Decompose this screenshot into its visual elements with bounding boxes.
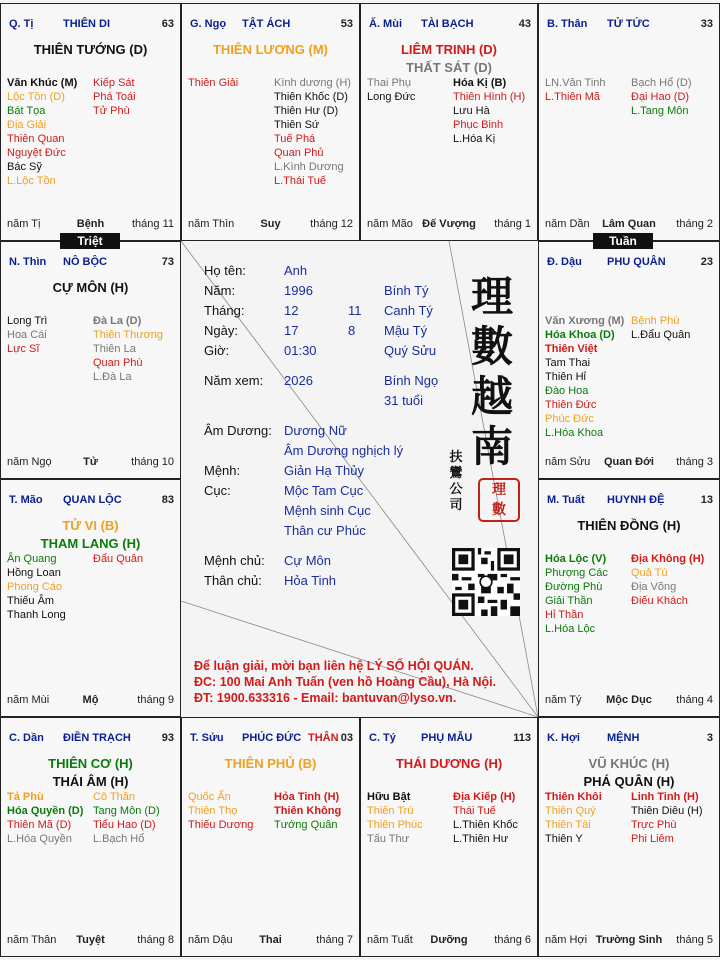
palace-name: MỆNH: [607, 732, 640, 744]
main-star: PHÁ QUÂN (H): [583, 774, 675, 789]
palace-stage: Mộ: [82, 694, 99, 706]
palace-stage: Quan Đới: [604, 456, 654, 468]
star-item: Địa Không (H): [631, 553, 705, 565]
star-item: L.Thiên Hư: [453, 833, 509, 845]
palace-stage: Tử: [83, 456, 98, 468]
star-item: Thiên Khôi: [545, 791, 602, 803]
star-item: Thiên Mã (D): [7, 819, 72, 831]
star-item: Hồng Loan: [7, 567, 61, 579]
palace-branch: N. Thìn: [9, 256, 47, 268]
palace-month: tháng 6: [494, 934, 531, 946]
star-item: Thiên Phúc: [367, 819, 423, 831]
minor-stars-left: [545, 552, 608, 636]
palace-branch: Q. Tị: [9, 18, 34, 30]
star-item: Kình dương (H): [274, 77, 351, 89]
palace-footer: [7, 934, 174, 948]
palace-month: tháng 4: [676, 694, 713, 706]
palace-stage: Trường Sinh: [595, 934, 663, 946]
palace-year: năm Thìn: [188, 218, 235, 230]
palace-name: TỬ TỨC: [607, 18, 650, 30]
minor-stars-left: [545, 314, 624, 440]
palace-month: tháng 3: [676, 456, 713, 468]
star-item: LN.Văn Tinh: [545, 77, 606, 89]
label-menh-chu: Mệnh chủ:: [204, 553, 265, 568]
minor-stars-left: [7, 314, 47, 356]
star-item: L.Hóa Kị: [453, 133, 496, 145]
palace-stage: Đế Vượng: [422, 218, 476, 230]
palace-month: tháng 5: [676, 934, 713, 946]
palace-stage: Mộc Dục: [606, 694, 652, 706]
palace-branch: K. Hợi: [547, 732, 580, 744]
star-item: Thai Phụ: [367, 77, 412, 89]
star-item: Kiếp Sát: [93, 77, 135, 89]
star-item: Lưu Hà: [453, 105, 490, 117]
minor-stars-right: [631, 314, 690, 342]
value-am-duong: Dương Nữ: [284, 423, 347, 438]
star-item: Nguyệt Đức: [7, 147, 66, 159]
palace-number: 83: [161, 494, 174, 506]
palace-footer: [188, 218, 353, 232]
star-item: Đà La (D): [93, 315, 142, 327]
star-item: Phi Liêm: [631, 833, 674, 845]
palace-extra-tag: THÂN: [308, 732, 339, 744]
value-than-chu: Hỏa Tinh: [284, 573, 337, 588]
main-star: CỰ MÔN (H): [52, 280, 129, 295]
star-item: Lộc Tồn (D): [7, 91, 65, 103]
palace-footer: [545, 218, 713, 232]
tuan-tag: Tuần: [593, 233, 653, 249]
star-item: L.Bạch Hổ: [93, 833, 145, 845]
side-char: 鸞: [449, 466, 463, 481]
star-item: Địa Kiếp (H): [453, 791, 516, 803]
star-item: Đường Phù: [545, 581, 603, 593]
palace-stage: Tuyệt: [76, 934, 105, 946]
value-menh: Giản Hạ Thủy: [284, 463, 364, 478]
star-item: Văn Khúc (M): [7, 77, 78, 89]
palace-year: năm Dần: [545, 218, 590, 230]
palace-cell-mui[interactable]: [360, 3, 538, 241]
calligraphy-char: 越: [470, 372, 513, 421]
value-am-duong-2: Âm Dương nghịch lý: [284, 443, 404, 458]
palace-month: tháng 11: [131, 218, 174, 230]
palace-footer: [7, 694, 174, 708]
main-star: LIÊM TRINH (D): [400, 42, 498, 57]
main-star: THÁI ÂM (H): [52, 774, 129, 789]
palace-cell-ngo[interactable]: [181, 3, 360, 241]
label-thang: Tháng:: [204, 303, 245, 318]
star-item: Hóa Kị (B): [453, 77, 507, 89]
seal-char: 數: [492, 502, 506, 518]
star-item: Trực Phù: [631, 819, 677, 831]
minor-stars-left: [367, 790, 423, 846]
palace-branch: Ấ. Mùi: [369, 18, 402, 30]
palace-footer: [367, 934, 531, 948]
palace-cell-dau[interactable]: [538, 241, 720, 479]
star-item: Thanh Long: [7, 609, 66, 621]
side-char: 扶: [449, 450, 463, 465]
palace-year: năm Mùi: [7, 694, 50, 706]
minor-stars-left: [7, 76, 77, 188]
palace-name: PHỤ MẪU: [421, 732, 473, 744]
palace-number: 93: [161, 732, 174, 744]
main-star: THIÊN PHỦ (B): [224, 756, 317, 771]
palace-stage: Thai: [259, 934, 282, 946]
label-menh: Mệnh:: [204, 463, 241, 478]
triet-tag: Triệt: [60, 233, 120, 249]
value-nam-can-chi: Bính Tý: [384, 283, 429, 298]
palace-month: tháng 12: [310, 218, 353, 230]
star-item: Quốc Ấn: [188, 791, 231, 803]
star-item: L.Tang Môn: [631, 105, 689, 117]
palace-branch: T. Mão: [9, 494, 43, 506]
palace-stage: Dưỡng: [430, 934, 468, 946]
palace-branch: M. Tuất: [547, 494, 585, 506]
palace-year: năm Tý: [545, 694, 582, 706]
minor-stars-right: [453, 790, 518, 846]
minor-stars-right: [93, 314, 163, 384]
palace-month: tháng 2: [676, 218, 713, 230]
palace-stage: Suy: [260, 218, 281, 230]
label-am-duong: Âm Dương:: [204, 423, 272, 438]
palace-cell-thin[interactable]: [0, 241, 181, 479]
star-item: Quan Phủ: [274, 147, 324, 159]
minor-stars-left: [188, 790, 253, 832]
main-star: TỬ VI (B): [62, 518, 119, 533]
minor-stars-right: [93, 790, 160, 846]
star-item: Thiên Không: [274, 805, 342, 817]
calligraphy-logo: [462, 272, 522, 472]
palace-name: HUYNH ĐỆ: [607, 494, 665, 506]
star-item: Hóa Lộc (V): [545, 553, 607, 565]
value-cuc: Mộc Tam Cục: [284, 483, 364, 498]
palace-name: THIÊN DI: [63, 18, 111, 30]
star-item: Hóa Quyền (D): [7, 805, 84, 817]
star-item: Hỏa Tinh (H): [274, 791, 340, 803]
star-item: Địa Võng: [631, 581, 677, 593]
value-ho-ten: Anh: [284, 263, 308, 278]
palace-number: 53: [340, 18, 353, 30]
palace-cell-ty[interactable]: [360, 717, 538, 957]
value-ngay-am: 8: [348, 323, 356, 338]
palace-number: 23: [700, 256, 713, 268]
star-item: L.Hóa Khoa: [545, 427, 604, 439]
palace-month: tháng 1: [494, 218, 531, 230]
palace-branch: Đ. Dậu: [547, 256, 582, 268]
star-item: Đào Hoa: [545, 385, 589, 397]
star-item: Thiên Hình (H): [453, 91, 526, 103]
value-gio-can-chi: Quý Sửu: [384, 343, 437, 358]
palace-branch: B. Thân: [547, 18, 588, 30]
palace-name: TẬT ÁCH: [242, 18, 291, 30]
star-item: Thái Tuế: [453, 805, 496, 817]
red-seal-stamp: [478, 478, 520, 522]
star-item: Tướng Quân: [274, 819, 338, 831]
star-item: Thiên Tài: [545, 819, 591, 831]
star-item: Tiểu Hao (D): [93, 819, 156, 831]
label-nam-xem: Năm xem:: [204, 373, 264, 388]
star-item: Long Đức: [367, 91, 416, 103]
star-item: Hỉ Thần: [545, 609, 584, 621]
palace-number: 33: [700, 18, 713, 30]
palace-cell-than[interactable]: [538, 3, 720, 241]
palace-number: 73: [161, 256, 174, 268]
side-char: 公: [449, 482, 463, 497]
minor-stars-left: [367, 76, 415, 104]
star-item: Phá Toái: [93, 91, 136, 103]
palace-cell-mao[interactable]: [0, 479, 181, 717]
palace-year: năm Thân: [7, 934, 57, 946]
value-ngay: 17: [284, 323, 299, 338]
calligraphy-char: 南: [470, 422, 513, 471]
star-item: Tả Phù: [7, 791, 44, 803]
star-item: Lực Sĩ: [7, 343, 40, 355]
palace-number: 3: [706, 732, 713, 744]
star-item: Phúc Đức: [545, 413, 594, 425]
star-item: Bạch Hổ (D): [631, 77, 692, 89]
star-item: Giải Thần: [545, 595, 593, 607]
main-star: THIÊN ĐỒNG (H): [577, 518, 681, 533]
palace-footer: [545, 694, 713, 708]
palace-cell-ti[interactable]: [0, 3, 181, 241]
star-item: Thiên Việt: [545, 343, 598, 355]
star-item: L.Thiên Khốc: [453, 819, 518, 831]
side-inscription: [446, 450, 466, 514]
star-item: Thiên Quan: [7, 133, 65, 145]
value-nam-xem: 2026: [284, 373, 313, 388]
minor-stars-right: [93, 76, 136, 118]
palace-year: năm Mão: [367, 218, 413, 230]
palace-number: 63: [161, 18, 174, 30]
palace-footer: [367, 218, 531, 232]
minor-stars-left: [545, 790, 602, 846]
label-gio: Giờ:: [204, 343, 230, 358]
star-item: Thiên Quý: [545, 805, 596, 817]
label-cuc: Cục:: [204, 483, 231, 498]
star-item: Tuế Phá: [274, 133, 316, 145]
palace-cell-suu[interactable]: [181, 717, 360, 957]
star-item: Thiên Sứ: [274, 119, 320, 131]
star-item: Bệnh Phù: [631, 315, 680, 327]
palace-branch: G. Ngọ: [190, 18, 227, 30]
star-item: Đại Hao (D): [631, 91, 690, 103]
star-item: Thiên Trù: [367, 805, 414, 817]
star-item: Cô Thần: [93, 791, 135, 803]
contact-line-2: ĐC: 100 Mai Anh Tuấn (ven hồ Hoàng Cầu), Hà Nội.: [194, 675, 497, 689]
palace-branch: C. Tý: [369, 732, 396, 744]
star-item: L.Hóa Quyền: [7, 833, 72, 845]
minor-stars-left: [188, 76, 238, 90]
palace-name: ĐIỀN TRẠCH: [63, 732, 131, 744]
star-item: Thiên Khốc (D): [274, 91, 348, 103]
palace-number: 13: [700, 494, 713, 506]
palace-month: tháng 10: [131, 456, 174, 468]
star-item: Thiên Đức: [545, 399, 597, 411]
value-thang: 12: [284, 303, 299, 318]
minor-stars-right: [93, 552, 143, 566]
palace-year: năm Tuất: [367, 934, 413, 946]
star-item: Quan Phù: [93, 357, 143, 369]
star-item: Phượng Các: [545, 567, 608, 579]
palace-cell-dan[interactable]: [0, 717, 181, 957]
star-item: Thiên Hư (D): [274, 105, 339, 117]
star-item: Thiên Diêu (H): [631, 805, 703, 817]
palace-footer: [188, 934, 353, 948]
qr-code-icon[interactable]: [452, 548, 520, 616]
star-item: Thiếu Âm: [7, 595, 55, 607]
calligraphy-char: 數: [470, 322, 513, 371]
palace-year: năm Hợi: [545, 934, 588, 946]
palace-month: tháng 8: [137, 934, 174, 946]
palace-name: PHU QUÂN: [607, 256, 666, 268]
palace-stage: Lâm Quan: [602, 218, 656, 230]
star-item: Địa Giải: [7, 119, 47, 131]
value-cuc-2: Mệnh sinh Cục: [284, 503, 371, 518]
palace-footer: [7, 456, 174, 470]
minor-stars-left: [7, 552, 66, 622]
star-item: Tử Phù: [93, 105, 130, 117]
value-nam: 1996: [284, 283, 313, 298]
star-item: Bác Sỹ: [7, 161, 42, 173]
main-star: THIÊN CƠ (H): [48, 756, 133, 771]
palace-footer: [7, 218, 174, 232]
label-ngay: Ngày:: [204, 323, 238, 338]
palace-number: 43: [518, 18, 531, 30]
calligraphy-char: 理: [470, 272, 513, 321]
value-gio: 01:30: [284, 343, 317, 358]
minor-stars-right: [631, 552, 704, 608]
star-item: Hoa Cái: [7, 329, 47, 341]
star-item: L.Đà La: [93, 371, 132, 383]
star-item: Đẩu Quân: [93, 553, 144, 565]
minor-stars-right: [453, 76, 525, 146]
value-menh-chu: Cự Môn: [284, 553, 331, 568]
minor-stars-right: [274, 790, 341, 832]
star-item: L.Hóa Lộc: [545, 623, 596, 635]
palace-footer: [545, 456, 713, 470]
star-item: Phong Cáo: [7, 581, 63, 593]
palace-number: 113: [513, 732, 531, 744]
star-item: Tam Thai: [545, 357, 591, 369]
palace-name: TÀI BẠCH: [421, 18, 474, 30]
value-thang-can-chi: Canh Tý: [384, 303, 433, 318]
star-item: Thiên La: [93, 343, 136, 355]
star-item: Quả Tú: [631, 567, 668, 579]
star-item: L.Thiên Mã: [545, 91, 601, 103]
star-item: L.Đẩu Quân: [631, 329, 691, 341]
value-thang-am: 11: [348, 303, 362, 318]
star-item: Long Trì: [7, 315, 48, 327]
palace-stage: Bệnh: [76, 218, 105, 230]
star-item: Thiên Y: [545, 833, 583, 845]
star-item: Hữu Bật: [367, 791, 411, 803]
value-nam-xem-can-chi: Bính Ngọ: [384, 373, 439, 388]
star-item: Hóa Khoa (D): [545, 329, 615, 341]
star-item: Tang Môn (D): [93, 805, 160, 817]
value-ngay-can-chi: Mậu Tý: [384, 323, 428, 338]
star-item: Thiên Thương: [93, 329, 164, 341]
contact-line-1: Để luận giải, mời bạn liên hệ LÝ SỐ HỘI QUÁN.: [194, 659, 474, 673]
palace-month: tháng 7: [316, 934, 353, 946]
label-ho-ten: Họ tên:: [204, 263, 246, 278]
main-star: THIÊN TƯỚNG (D): [33, 42, 148, 57]
main-star: VŨ KHÚC (H): [588, 756, 670, 771]
palace-cell-tuat[interactable]: [538, 479, 720, 717]
palace-year: năm Tị: [7, 218, 41, 230]
palace-number: 03: [340, 732, 353, 744]
star-item: L.Thái Tuế: [274, 175, 326, 187]
minor-stars-right: [274, 76, 351, 188]
palace-cell-hoi[interactable]: [538, 717, 720, 957]
star-item: Thiên Giải: [188, 77, 239, 89]
label-than-chu: Thân chủ:: [204, 573, 262, 588]
star-item: Tấu Thư: [367, 833, 410, 845]
minor-stars-right: [631, 76, 692, 118]
palace-footer: [545, 934, 713, 948]
star-item: Linh Tinh (H): [631, 791, 699, 803]
star-item: Thiếu Dương: [188, 819, 254, 831]
minor-stars-left: [545, 76, 606, 104]
star-item: Phục Binh: [453, 119, 504, 131]
contact-line-3: ĐT: 1900.633316 - Email: bantuvan@lyso.vn.: [194, 691, 457, 705]
star-item: Văn Xương (M): [545, 315, 625, 327]
star-item: Bát Tọa: [7, 105, 46, 117]
star-item: Điếu Khách: [631, 595, 688, 607]
palace-year: năm Dậu: [188, 934, 233, 946]
palace-year: năm Ngọ: [7, 456, 52, 468]
palace-branch: C. Dần: [9, 732, 44, 744]
value-cuc-3: Thân cư Phúc: [284, 523, 366, 538]
palace-name: NÔ BỘC: [63, 256, 107, 268]
palace-name: PHÚC ĐỨC: [242, 732, 302, 744]
palace-month: tháng 9: [137, 694, 174, 706]
minor-stars-left: [7, 790, 83, 846]
star-item: Thiên Hỉ: [545, 371, 586, 383]
palace-branch: T. Sửu: [190, 732, 224, 744]
star-item: Ân Quang: [7, 553, 57, 565]
main-star: THAM LANG (H): [40, 536, 141, 551]
value-tuoi: 31 tuổi: [384, 393, 424, 408]
minor-stars-right: [631, 790, 703, 846]
main-star: THÁI DƯƠNG (H): [395, 756, 503, 771]
star-item: Thiên Thọ: [188, 805, 238, 817]
main-star: THẤT SÁT (D): [406, 60, 492, 75]
main-star: THIÊN LƯƠNG (M): [212, 42, 329, 57]
palace-year: năm Sửu: [545, 456, 591, 468]
palace-name: QUAN LỘC: [63, 494, 122, 506]
side-char: 司: [449, 498, 463, 513]
star-item: L.Kình Dương: [274, 161, 344, 173]
star-item: L.Lộc Tồn: [7, 175, 56, 187]
seal-char: 理: [492, 482, 506, 498]
label-nam: Năm:: [204, 283, 236, 298]
